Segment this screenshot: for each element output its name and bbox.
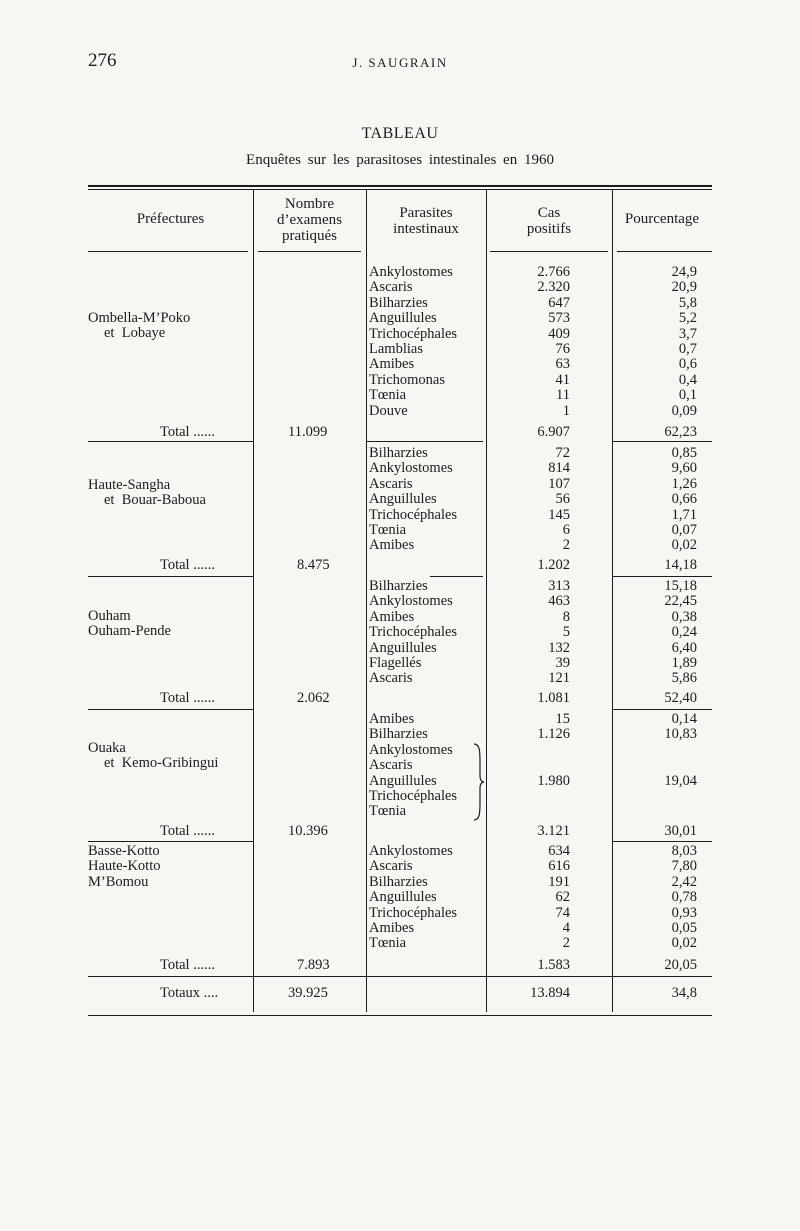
prefecture-line: Basse-Kotto [88,843,160,859]
percent-value: 7,80 [671,858,697,875]
group-rule [88,441,254,442]
cases-list [486,844,570,952]
percent-value: 0,24 [671,624,697,641]
group-rule [88,976,712,977]
prefecture-name [88,844,160,890]
case-count [486,804,570,819]
percent-value: 6,40 [671,639,697,656]
total-percent: 14,18 [664,557,697,573]
header-underline [88,251,248,252]
percent-value: 0,85 [671,445,697,461]
percent-value [612,789,697,804]
parasite-name: Ankylostomes [369,843,453,859]
case-count: 72 [555,445,570,461]
percent-value: 0,93 [671,904,697,921]
case-count: 1.980 [537,772,570,789]
header-exams-line: d’examens [277,212,342,228]
percent-value: 0,66 [671,491,697,508]
header-parasites-line: intestinaux [393,221,459,237]
group-rule [88,576,254,577]
header-cases-line: Cas [537,205,561,221]
table-subtitle: Enquêtes sur les parasitoses intestinales en 1960 [246,152,554,168]
cases-list [486,265,570,419]
parasite-list [369,844,457,952]
percent-value: 20,9 [671,279,697,296]
percent-value: 2,42 [671,873,697,890]
percent-list [612,844,697,952]
group-rule [612,576,712,577]
prefecture-name [88,478,206,509]
parasite-name: Trichocéphales [369,787,458,804]
parasite-list [369,265,457,419]
case-count: 6 [562,521,570,538]
parasite-name: Douve [369,402,408,419]
cases-list [486,712,570,820]
percent-value: 9,60 [671,460,697,477]
case-count: 107 [548,475,570,492]
brace-icon [472,742,486,822]
group-rule [88,841,254,842]
percent-value: 1,71 [671,506,697,523]
header-parasites [366,205,486,237]
percent-value: 0,4 [678,371,697,388]
percent-value: 0,1 [678,387,697,404]
percent-list [612,712,697,820]
case-count: 4 [562,919,570,936]
prefecture-line: Haute-Sangha [88,477,171,493]
percent-value: 5,86 [671,670,697,687]
case-count: 2.766 [537,264,570,280]
percent-value: 0,78 [671,889,697,906]
group-rule [612,841,712,842]
parasite-name: Amibes [369,608,415,625]
prefecture-line: Haute-Kotto [88,858,161,875]
parasite-name: Trichomonas [369,371,445,388]
header-exams [253,196,366,244]
prefecture-line: Ombella-M’Poko [88,310,191,326]
percent-value: 0,09 [671,402,697,419]
group-rule [88,709,254,710]
parasite-name: Ascaris [369,475,413,492]
case-count: 62 [555,889,570,906]
parasite-name: Amibes [369,711,415,727]
total-percent: 20,05 [664,957,697,973]
parasite-name: Trichocéphales [369,624,458,641]
total-percent: 30,01 [664,823,697,839]
case-count: 132 [548,639,570,656]
top-rule [88,185,712,187]
percent-value: 5,8 [678,294,697,311]
parasite-name: Anguillules [369,889,437,906]
total-exams: 2.062 [297,690,330,706]
parasite-list [369,579,457,687]
case-count: 76 [555,340,570,357]
prefecture-name [88,311,190,342]
header-cases [486,205,612,237]
percent-value: 1,89 [671,654,697,671]
case-count: 5 [562,624,570,641]
parasite-name: Bilharzies [369,578,428,594]
top-rule-thin [88,189,712,190]
prefecture-line: et Kemo-Gribingui [104,755,219,772]
header-underline [490,251,608,252]
percent-value: 19,04 [664,772,697,789]
case-count: 573 [548,310,570,327]
percent-value: 22,45 [664,593,697,610]
parasite-name: Ascaris [369,757,413,774]
percent-value: 3,7 [678,325,697,342]
parasite-list [369,446,457,554]
group-rule [430,576,483,577]
case-count [486,758,570,773]
grand-total-label: Totaux .... [160,985,219,1001]
total-label: Total ...... [160,957,215,973]
percent-value: 1,26 [671,475,697,492]
group-rule [612,441,712,442]
prefecture-line: Ouaka [88,740,126,756]
case-count: 1.126 [537,726,570,743]
parasite-name: Flagellés [369,654,422,671]
bottom-rule [88,1015,712,1016]
header-exams-line: Nombre [284,196,335,212]
parasite-name: Bilharzies [369,294,428,311]
prefecture-line: et Lobaye [104,325,166,342]
percent-value [612,758,697,773]
percent-value: 5,2 [678,310,697,327]
group-rule [612,709,712,710]
header-underline [258,251,361,252]
prefecture-line: Ouham-Pende [88,623,171,640]
case-count: 2.320 [537,279,570,296]
total-percent: 62,23 [664,424,697,440]
percent-list [612,579,697,687]
parasite-name: Bilharzies [369,873,428,890]
percent-value: 10,83 [664,726,697,743]
total-cases: 6.907 [537,424,570,440]
parasite-name: Ankylostomes [369,460,453,477]
total-exams: 7.893 [297,957,330,973]
percent-value: 8,03 [671,843,697,859]
running-head: J. SAUGRAIN [352,55,448,70]
group-rule [366,441,483,442]
percent-value [612,743,697,758]
case-count: 56 [555,491,570,508]
total-label: Total ...... [160,690,215,706]
total-exams: 11.099 [288,424,328,440]
parasite-name: Ankylostomes [369,741,453,758]
case-count: 8 [562,608,570,625]
parasite-name: Tœnia [369,521,407,538]
parasite-name: Ascaris [369,670,413,687]
prefecture-line: Ouham [88,608,131,624]
case-count: 313 [548,578,570,594]
header-percent: Pourcentage [624,211,700,227]
parasite-name: Bilharzies [369,445,428,461]
case-count: 634 [548,843,570,859]
case-count: 463 [548,593,570,610]
total-exams: 8.475 [297,557,330,573]
case-count: 2 [562,935,570,952]
percent-value: 0,02 [671,935,697,952]
column-rule [253,190,254,1012]
parasite-name: Anguillules [369,310,437,327]
case-count [486,743,570,758]
total-label: Total ...... [160,823,215,839]
case-count: 39 [555,654,570,671]
parasite-name: Ascaris [369,279,413,296]
case-count: 145 [548,506,570,523]
case-count: 63 [555,356,570,373]
case-count: 2 [562,537,570,554]
parasite-name: Trichocéphales [369,904,458,921]
grand-total-percent: 34,8 [671,985,697,1001]
parasite-name: Amibes [369,919,415,936]
parasite-name: Tœnia [369,803,407,820]
parasite-name: Amibes [369,356,415,373]
case-count [486,789,570,804]
total-exams: 10.396 [288,823,328,839]
case-count: 191 [548,873,570,890]
parasite-name: Amibes [369,537,415,554]
case-count: 41 [555,371,570,388]
total-cases: 1.081 [537,690,570,706]
header-underline [617,251,712,252]
case-count: 74 [555,904,570,921]
page-number: 276 [88,50,117,71]
parasite-name: Ankylostomes [369,593,453,610]
case-count: 647 [548,294,570,311]
parasite-name: Anguillules [369,772,437,789]
prefecture-line: M’Bomou [88,873,149,890]
total-cases: 1.202 [537,557,570,573]
percent-value: 0,7 [678,340,697,357]
percent-value: 0,07 [671,521,697,538]
total-label: Total ...... [160,424,215,440]
parasite-name: Tœnia [369,387,407,404]
case-count: 11 [556,387,570,404]
parasite-name: Ascaris [369,858,413,875]
header-prefectures: Préfectures [136,211,205,227]
percent-list [612,265,697,419]
total-cases: 3.121 [537,823,570,839]
prefecture-name [88,741,218,772]
cases-list [486,446,570,554]
grand-total-cases: 13.894 [530,985,570,1001]
case-count: 814 [548,460,570,477]
case-count: 409 [548,325,570,342]
case-count: 121 [548,670,570,687]
prefecture-name [88,609,171,640]
prefecture-line: et Bouar-Baboua [104,492,206,509]
parasite-name: Trichocéphales [369,325,458,342]
percent-value: 0,14 [671,711,697,727]
percent-value: 0,38 [671,608,697,625]
parasite-name: Trichocéphales [369,506,458,523]
case-count: 15 [555,711,570,727]
parasite-name: Anguillules [369,639,437,656]
header-exams-line: pratiqués [282,228,337,244]
case-count: 1 [562,402,570,419]
grand-total-exams: 39.925 [288,985,328,1001]
header-parasites-line: Parasites [399,205,453,221]
percent-list [612,446,697,554]
parasite-name: Ankylostomes [369,264,453,280]
parasite-name: Bilharzies [369,726,428,743]
percent-value: 0,6 [678,356,697,373]
percent-value: 0,02 [671,537,697,554]
percent-value [612,804,697,819]
cases-list [486,579,570,687]
column-rule [366,190,367,1012]
table-title: TABLEAU [361,125,439,142]
parasite-name: Tœnia [369,935,407,952]
parasite-list [369,712,457,820]
total-label: Total ...... [160,557,215,573]
percent-value: 0,05 [671,919,697,936]
parasite-name: Lamblias [369,340,423,357]
header-cases-line: positifs [526,221,572,237]
parasite-name: Anguillules [369,491,437,508]
total-percent: 52,40 [664,690,697,706]
percent-value: 15,18 [664,578,697,594]
total-cases: 1.583 [537,957,570,973]
case-count: 616 [548,858,570,875]
percent-value: 24,9 [671,264,697,280]
